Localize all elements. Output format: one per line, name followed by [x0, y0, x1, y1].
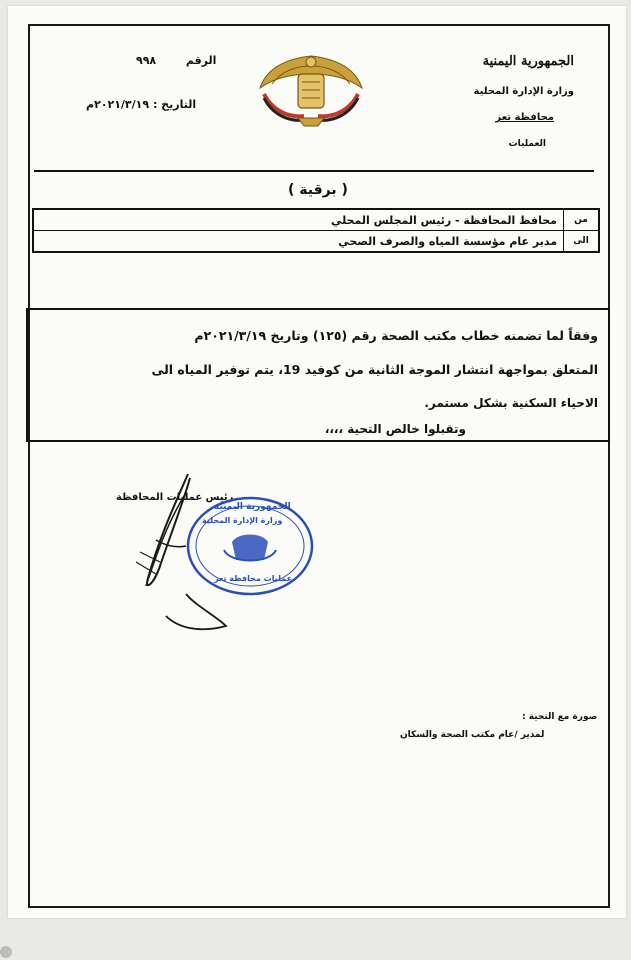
stamp-ministry-text: وزارة الإدارة المحلية [202, 516, 283, 525]
to-value: مدير عام مؤسسة المياه والصرف الصحي [33, 231, 564, 253]
cc-recipient: لمدير /عام مكتب الصحة والسكان [400, 730, 545, 740]
signatory-title: رئيس عمليات المحافظة [116, 492, 234, 503]
cc-label: صورة مع التحية : [522, 712, 598, 722]
message-body [26, 308, 610, 442]
document-number [136, 54, 216, 67]
body-line-3: الاحياء السكنية بشكل مستمر. [424, 396, 598, 410]
from-label: من [564, 209, 600, 231]
stamp-top-text: الجمهورية اليمنية [214, 502, 291, 512]
body-line-2: المتعلق بمواجهة انتشار الموجة الثانية من كوفيد 19، يتم توفير المياه الى [151, 362, 598, 377]
number-value: ٩٩٨ [136, 54, 157, 67]
date-label: التاريخ : [152, 98, 197, 111]
republic-name: الجمهورية اليمنية [482, 54, 574, 69]
header-divider [34, 170, 594, 172]
corner-watermark-icon [0, 946, 12, 958]
ministry-name: وزارة الإدارة المحلية [473, 86, 574, 97]
from-value: محافظ المحافظة - رئيس المجلس المحلي [33, 209, 564, 231]
document-date [86, 98, 196, 111]
to-label: الى [564, 231, 600, 253]
document-page [8, 6, 626, 918]
body-line-1: وفقاً لما تضمنه خطاب مكتب الصحة رقم (١٢٥) وتاريخ ٢٠٢١/٣/١٩م [194, 328, 598, 343]
document-frame [28, 24, 610, 908]
from-row [33, 209, 599, 231]
stamp-bottom-text: عمليات محافظة تعز [214, 574, 293, 583]
official-stamp [184, 494, 316, 598]
from-to-table [32, 208, 600, 253]
body-closing: وتقبلوا خالص التحية ،،،، [324, 422, 466, 436]
yemen-emblem-icon [248, 44, 374, 134]
department-name: العمليات [508, 139, 546, 149]
governorate-name: محافظة تعز [495, 112, 554, 123]
telegram-title: ( برقية ) [288, 182, 348, 198]
number-label: الرقم [185, 54, 217, 67]
to-row [33, 231, 599, 253]
date-value: ٢٠٢١/٣/١٩م [86, 98, 150, 111]
